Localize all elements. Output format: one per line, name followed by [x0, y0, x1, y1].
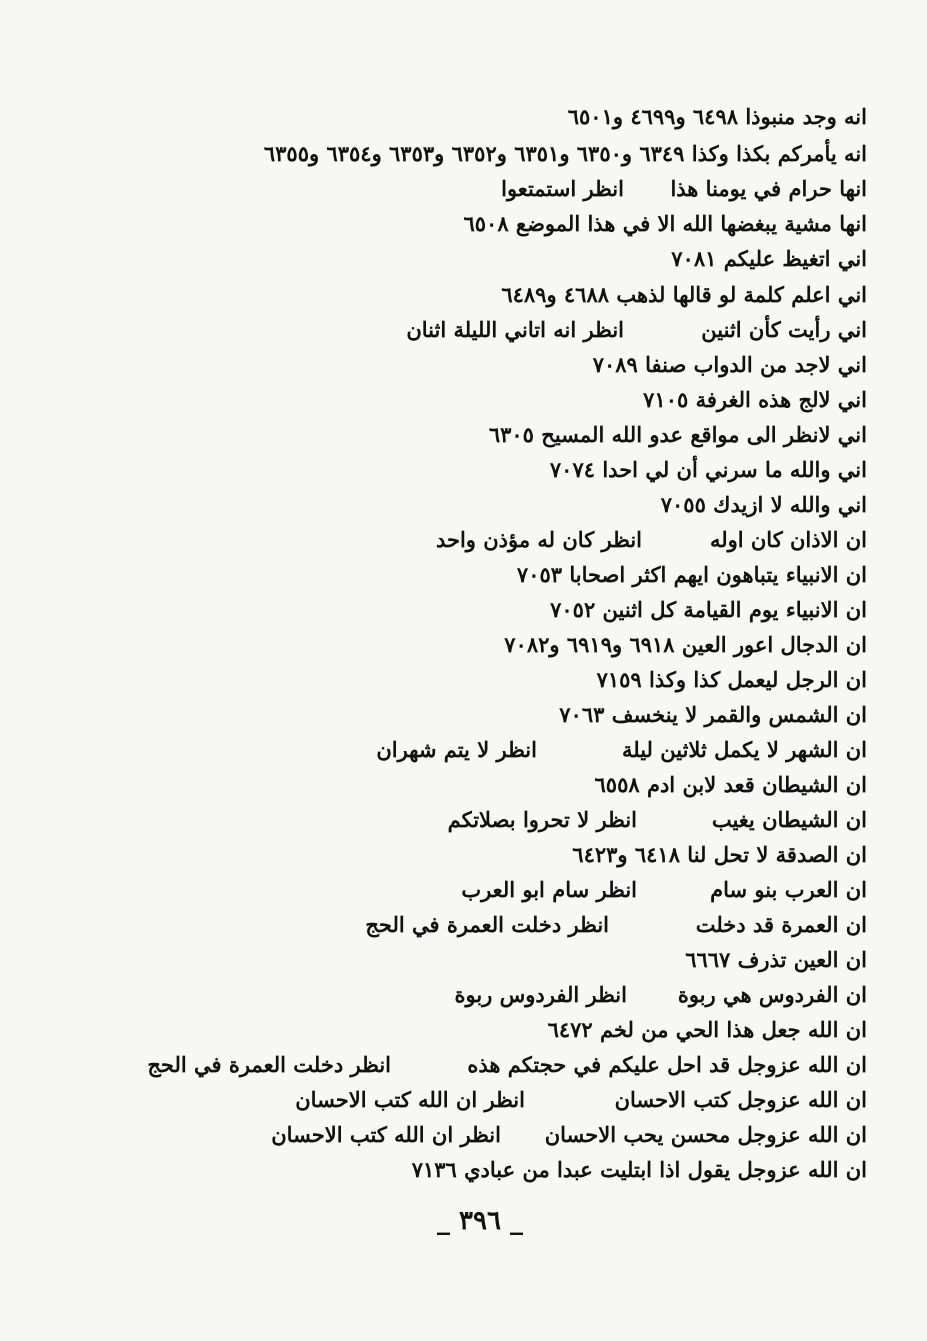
- index-entry: [463, 210, 867, 240]
- index-entry: [710, 526, 867, 556]
- entry-text: ان الشيطان يغيب: [711, 807, 867, 832]
- index-entry: [504, 631, 867, 661]
- index-entry: [595, 771, 867, 801]
- entry-text: ان الفردوس هي ربوة: [677, 982, 867, 1007]
- entry-text: ان الدجال اعور العين ٦٩١٨ و٦٩١٩ و٧٠٨٢: [504, 632, 867, 657]
- cross-reference: انظر ان الله كتب الاحسان: [271, 1122, 501, 1147]
- index-entry: [489, 421, 867, 451]
- index-entry: [671, 245, 867, 275]
- entry-text: ان العين تذرف ٦٦٦٧: [685, 947, 867, 972]
- index-entry: [670, 175, 867, 205]
- entry-text: ان الانبياء يوم القيامة كل اثنين ٧٠٥٢: [550, 597, 867, 622]
- entry-text: ان الشهر لا يكمل ثلاثين ليلة: [622, 737, 867, 762]
- entry-text: اني اعلم كلمة لو قالها لذهب ٤٦٨٨ و٦٤٨٩: [501, 282, 867, 307]
- cross-reference: انظر لا تحروا بصلاتكم: [447, 807, 637, 832]
- entry-text: انه وجد منبوذا ٦٤٩٨ و٤٦٩٩ و٦٥٠١: [567, 104, 867, 129]
- index-entry: [593, 351, 867, 381]
- entry-text: ان الصدقة لا تحل لنا ٦٤١٨ و٦٤٢٣: [572, 842, 867, 867]
- entry-text: ان الانبياء يتباهون ايهم اكثر اصحابا ٧٠٥٣: [516, 562, 867, 587]
- cross-reference: انظر سام ابو العرب: [461, 877, 637, 902]
- cross-reference: انظر دخلت العمرة في الحج: [147, 1052, 391, 1077]
- index-entry: [572, 841, 867, 871]
- entry-text: اني لاجد من الدواب صنفا ٧٠٨٩: [592, 352, 867, 377]
- cross-reference: انظر لا يتم شهران: [376, 737, 537, 762]
- index-entry: [712, 806, 867, 836]
- index-entry: [622, 736, 867, 766]
- cross-reference: انظر انه اتاني الليلة اثنان: [406, 317, 624, 342]
- index-entry: [568, 103, 867, 133]
- index-entry: [710, 876, 867, 906]
- index-entry: [545, 1121, 867, 1151]
- index-entry: [696, 911, 867, 941]
- entry-text: انها حرام في يومنا هذا: [670, 176, 867, 201]
- index-entry: [467, 1051, 867, 1081]
- entry-text: اني رأيت كأن اثنين: [701, 317, 867, 342]
- index-entry: [517, 561, 867, 591]
- entry-text: انه يأمركم بكذا وكذا ٦٣٤٩ و٦٣٥٠ و٦٣٥١ و٦٣٥٢ و٦٣٥٣ و٦٣٥٤ و٦٣٥٥: [263, 141, 867, 166]
- index-entry: [597, 666, 867, 696]
- index-entry: [685, 946, 867, 976]
- entry-text: اني والله لا ازيدك ٧٠٥٥: [660, 492, 867, 517]
- index-entry: [550, 456, 867, 486]
- entry-text: ان الله عزوجل قد احل عليكم في حجتكم هذه: [467, 1052, 867, 1077]
- entry-text: اني لانظر الى مواقع عدو الله المسيح ٦٣٠٥: [488, 422, 867, 447]
- index-entry: [550, 596, 867, 626]
- cross-reference: انظر دخلت العمرة في الحج: [365, 912, 609, 937]
- entry-text: اني والله ما سرني أن لي احدا ٧٠٧٤: [549, 457, 867, 482]
- entry-text: اني اتغيظ عليكم ٧٠٨١: [671, 246, 867, 271]
- cross-reference: انظر الفردوس ربوة: [454, 982, 627, 1007]
- index-entry: [701, 316, 867, 346]
- entry-text: ان الشمس والقمر لا ينخسف ٧٠٦٣: [559, 702, 867, 727]
- entry-text: ان الله عزوجل يقول اذا ابتليت عبدا من عبادي ٧١٣٦: [411, 1157, 867, 1182]
- page-number: _ ٣٩٦ _: [436, 1206, 524, 1236]
- index-entry: [412, 1156, 867, 1186]
- cross-reference: انظر استمتعوا: [501, 176, 624, 201]
- index-entry: [615, 1086, 867, 1116]
- entry-text: ان الله جعل هذا الحي من لخم ٦٤٧٢: [547, 1017, 867, 1042]
- entry-text: ان الله عزوجل محسن يحب الاحسان: [544, 1122, 867, 1147]
- index-entry: [661, 491, 867, 521]
- cross-reference: انظر ان الله كتب الاحسان: [295, 1087, 525, 1112]
- entry-text: ان الله عزوجل كتب الاحسان: [614, 1087, 867, 1112]
- index-entry: [559, 701, 867, 731]
- index-entry: [501, 281, 867, 311]
- entry-text: انها مشية يبغضها الله الا في هذا الموضع ٦٥٠٨: [463, 211, 867, 236]
- index-entry: [678, 981, 867, 1011]
- index-entry: [643, 386, 867, 416]
- entry-text: اني لالج هذه الغرفة ٧١٠٥: [643, 387, 867, 412]
- index-entry: [548, 1016, 867, 1046]
- entry-text: ان الشيطان قعد لابن ادم ٦٥٥٨: [594, 772, 867, 797]
- entry-text: ان العمرة قد دخلت: [695, 912, 867, 937]
- entry-text: ان الاذان كان اوله: [709, 527, 867, 552]
- entry-text: ان العرب بنو سام: [710, 877, 867, 902]
- entry-text: ان الرجل ليعمل كذا وكذا ٧١٥٩: [596, 667, 867, 692]
- cross-reference: انظر كان له مؤذن واحد: [435, 527, 642, 552]
- index-entry: [264, 140, 867, 170]
